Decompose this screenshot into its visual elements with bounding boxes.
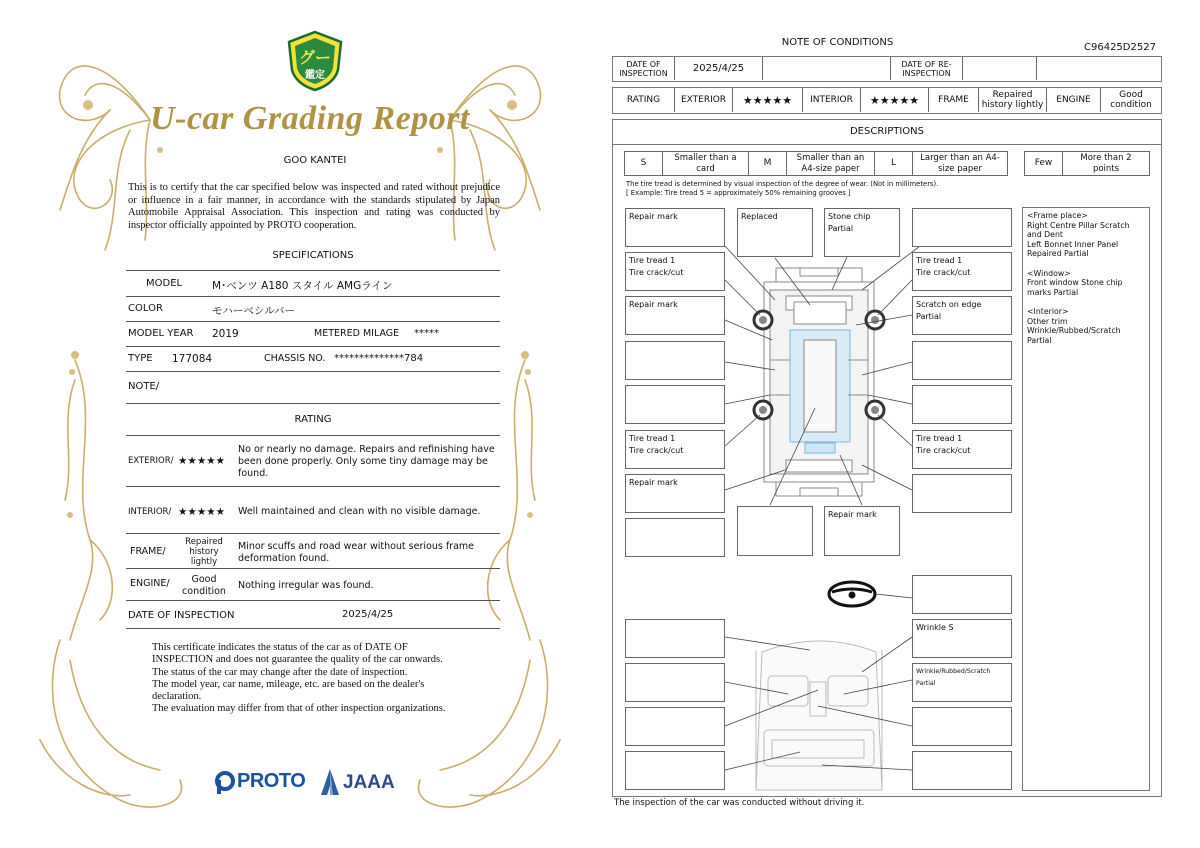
report-id: C96425D2527 (1084, 42, 1156, 53)
interior-stars: ★★★★★ (178, 506, 226, 518)
more-label: More than 2 points (1080, 152, 1132, 174)
descriptions-heading: DESCRIPTIONS (849, 126, 925, 137)
conditions-footer: The inspection of the car was conducted without driving it. (614, 798, 865, 808)
tire-note: [ Example: Tire tread 5 = approximately 50% remaining grooves ] (626, 189, 851, 197)
goo-kantei-badge-icon (286, 30, 344, 92)
empty-box (625, 341, 725, 380)
exterior-label: EXTERIOR (680, 94, 727, 105)
exterior-stars: ★★★★★ (742, 93, 793, 107)
date-label: DATE OF INSPECTION (619, 59, 668, 78)
tire-tread-box: Tire tread 1 Tire crack/cut (625, 252, 725, 291)
type-label: TYPE (128, 353, 153, 364)
interior-label: INTERIOR (810, 94, 853, 105)
summary-line: Right Centre Pillar Scratch and Dent (1027, 220, 1130, 240)
engine-label: ENGINE/ (130, 578, 170, 589)
note-label: NOTE/ (128, 381, 160, 392)
steering-wheel-icon (829, 582, 875, 606)
summary-line: <Window> (1027, 268, 1071, 278)
frame-label: FRAME (938, 94, 969, 105)
frame-value: Repaired history lightly (185, 537, 223, 567)
conditions-heading: NOTE OF CONDITIONS (781, 37, 894, 48)
tire-tread-box: Tire tread 1 Tire crack/cut (912, 252, 1012, 291)
frame-description: Minor scuffs and road wear without serious frame deformation found. (238, 541, 474, 564)
empty-box (912, 208, 1012, 247)
engine-value: Good condition (1110, 90, 1152, 110)
wrinkle-rubbed-box: Wrinkle/Rubbed/Scratch Partial (912, 663, 1012, 702)
empty-box (625, 619, 725, 658)
engine-label: ENGINE (1056, 94, 1091, 105)
exterior-label: EXTERIOR/ (128, 456, 174, 466)
reinspection-label: DATE OF RE-INSPECTION (901, 59, 952, 78)
legend-text: Smaller than a card (674, 152, 737, 174)
replaced-box: Replaced (737, 208, 813, 257)
model-label: MODEL (146, 278, 183, 289)
stone-chip-box: Stone chip Partial (824, 208, 900, 257)
footer-line: The status of the car may change after the date of inspection. (152, 666, 408, 678)
model-year-value: 2019 (212, 328, 239, 340)
report-title: U-car Grading Report (150, 100, 470, 137)
exterior-description: No or nearly no damage. Repairs and refinishing have been done properly. Only some tiny damage may be found. (238, 444, 495, 479)
legend-text: Larger than an A4-size paper (920, 152, 1000, 174)
mileage-label: METERED MILAGE (314, 328, 400, 339)
wrinkle-box: Wrinkle S (912, 619, 1012, 658)
empty-box (912, 341, 1012, 380)
svg-text:鑑定: 鑑定 (305, 70, 325, 81)
rating-label: RATING (626, 94, 661, 105)
specs-heading: SPECIFICATIONS (272, 250, 354, 261)
legend-code: M (763, 158, 772, 168)
exterior-stars: ★★★★★ (178, 455, 226, 467)
repair-mark-box: Repair mark (625, 474, 725, 513)
jaaa-logo-text: JAAA (343, 772, 395, 793)
empty-box (912, 575, 1012, 614)
interior-stars: ★★★★★ (869, 93, 920, 107)
tire-tread-box: Tire tread 1 Tire crack/cut (625, 430, 725, 469)
color-label: COLOR (128, 303, 163, 314)
scratch-on-edge-box: Scratch on edge Partial (912, 296, 1012, 335)
footer-line: This certificate indicates the status of the car as of DATE OF (152, 642, 408, 653)
certificate-footer (152, 642, 482, 716)
summary-line: Other trim (1027, 316, 1068, 326)
repair-mark-box: Repair mark (625, 208, 725, 247)
empty-box (625, 518, 725, 557)
legend-code: S (640, 158, 647, 168)
mileage-value: ***** (414, 328, 439, 339)
legend-text: Smaller than an A4-size paper (796, 152, 865, 174)
proto-logo-icon (214, 770, 236, 796)
type-value: 177084 (172, 353, 213, 365)
empty-box (625, 707, 725, 746)
summary-line: <Interior> (1027, 306, 1069, 316)
empty-box (737, 506, 813, 556)
certify-text: This is to certify that the car specified below was inspected and rated without prejudice or influence in a fair manner, in accordance with the standards stipulated by Japan Automobile Appraisal Association. This inspection and rating was conducted by inspector officially appointed by PROTO cooperation. (128, 182, 500, 231)
repair-mark-box: Repair mark (824, 506, 900, 556)
summary-line: Left Bonnet Inner Panel Repaired Partial (1027, 239, 1119, 259)
engine-value: Good condition (182, 574, 226, 597)
report-subtitle: GOO KANTEI (283, 155, 347, 166)
frame-value: Repaired history lightly (981, 90, 1044, 110)
empty-box (625, 385, 725, 424)
repair-mark-box: Repair mark (625, 296, 725, 335)
date-of-inspection-label: DATE OF INSPECTION (128, 610, 235, 621)
empty-box (625, 751, 725, 790)
date-of-inspection-value: 2025/4/25 (342, 609, 394, 620)
chassis-value: **************784 (334, 353, 424, 364)
empty-box (912, 751, 1012, 790)
svg-text:グー: グー (298, 48, 332, 67)
note-of-conditions (600, 0, 1200, 848)
tire-tread-box: Tire tread 1 Tire crack/cut (912, 430, 1012, 469)
rating-heading: RATING (294, 414, 332, 425)
interior-label: INTERIOR/ (128, 507, 172, 517)
legend-code: L (890, 158, 896, 168)
summary-line: <Frame place> (1027, 211, 1088, 220)
empty-box (625, 663, 725, 702)
tire-note: The tire tread is determined by visual inspection of the degree of wear. (Not in millimeters). (626, 180, 939, 188)
footer-line: declaration. (152, 691, 202, 703)
frame-label: FRAME/ (130, 546, 166, 557)
model-value: M･ベンツ A180 スタイル AMGライン (212, 280, 393, 292)
proto-logo-text: PROTO (237, 770, 306, 792)
few-label: Few (1034, 158, 1053, 168)
date-value: 2025/4/25 (692, 63, 745, 74)
footer-line: INSPECTION and does not guarantee the quality of the car onwards. (152, 654, 443, 666)
empty-box (912, 474, 1012, 513)
model-year-label: MODEL YEAR (128, 328, 194, 339)
jaaa-logo-icon (319, 768, 341, 796)
interior-description: Well maintained and clean with no visible damage. (238, 506, 481, 517)
color-value: モハーベシルバー (212, 305, 296, 317)
footer-line: The evaluation may differ from that of other inspection organizations. (152, 703, 446, 715)
empty-box (912, 385, 1012, 424)
engine-description: Nothing irregular was found. (238, 580, 374, 591)
footer-line: The model year, car name, mileage, etc. are based on the dealer's (152, 678, 425, 690)
chassis-label: CHASSIS NO. (264, 353, 326, 364)
empty-box (912, 707, 1012, 746)
summary-line: Wrinkle/Rubbed/Scratch Partial (1027, 326, 1121, 345)
summary-line: Front window Stone chip marks Partial (1027, 278, 1123, 297)
